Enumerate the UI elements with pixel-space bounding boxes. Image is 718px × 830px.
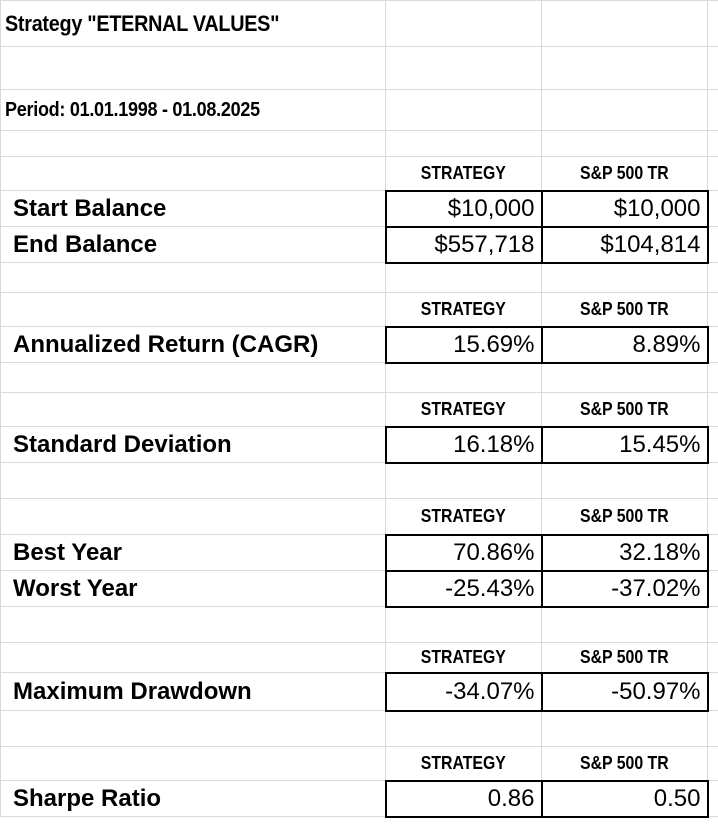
empty-cell[interactable] — [708, 607, 718, 643]
empty-cell[interactable] — [1, 263, 386, 293]
empty-cell[interactable] — [1, 393, 386, 427]
empty-cell[interactable] — [1, 711, 386, 747]
empty-cell[interactable] — [708, 571, 718, 607]
label-best-year[interactable]: Best Year — [1, 535, 386, 571]
label-max-drawdown[interactable]: Maximum Drawdown — [1, 673, 386, 711]
empty-cell[interactable] — [542, 263, 708, 293]
header-strategy[interactable]: STRATEGY — [386, 643, 542, 673]
empty-cell[interactable] — [708, 131, 718, 157]
empty-cell[interactable] — [1, 47, 386, 90]
empty-cell[interactable] — [542, 47, 708, 90]
empty-cell[interactable] — [708, 227, 718, 263]
empty-cell[interactable] — [708, 747, 718, 781]
label-worst-year[interactable]: Worst Year — [1, 571, 386, 607]
empty-cell[interactable] — [708, 293, 718, 327]
empty-cell[interactable] — [708, 711, 718, 747]
empty-cell[interactable] — [708, 463, 718, 499]
empty-cell[interactable] — [708, 191, 718, 227]
empty-cell[interactable] — [708, 673, 718, 711]
header-benchmark[interactable]: S&P 500 TR — [542, 157, 708, 191]
empty-cell[interactable] — [542, 90, 708, 131]
empty-cell[interactable] — [1, 747, 386, 781]
empty-cell[interactable] — [708, 1, 718, 47]
empty-cell[interactable] — [708, 363, 718, 393]
label-end-balance[interactable]: End Balance — [1, 227, 386, 263]
header-strategy[interactable]: STRATEGY — [386, 747, 542, 781]
value-max-drawdown-strategy[interactable]: -34.07% — [386, 673, 542, 711]
label-std-dev[interactable]: Standard Deviation — [1, 427, 386, 463]
empty-cell[interactable] — [708, 90, 718, 131]
empty-cell[interactable] — [542, 1, 708, 47]
value-max-drawdown-benchmark[interactable]: -50.97% — [542, 673, 708, 711]
empty-cell[interactable] — [1, 293, 386, 327]
empty-cell[interactable] — [1, 643, 386, 673]
value-worst-year-benchmark[interactable]: -37.02% — [542, 571, 708, 607]
value-start-balance-benchmark[interactable]: $10,000 — [542, 191, 708, 227]
empty-cell[interactable] — [1, 157, 386, 191]
header-strategy[interactable]: STRATEGY — [386, 157, 542, 191]
value-best-year-benchmark[interactable]: 32.18% — [542, 535, 708, 571]
empty-cell[interactable] — [1, 463, 386, 499]
empty-cell[interactable] — [542, 463, 708, 499]
empty-cell[interactable] — [708, 643, 718, 673]
label-start-balance[interactable]: Start Balance — [1, 191, 386, 227]
empty-cell[interactable] — [708, 427, 718, 463]
value-sharpe-strategy[interactable]: 0.86 — [386, 781, 542, 817]
empty-cell[interactable] — [386, 711, 542, 747]
title-cell[interactable] — [1, 1, 386, 47]
value-best-year-strategy[interactable]: 70.86% — [386, 535, 542, 571]
empty-cell[interactable] — [708, 327, 718, 363]
label-sharpe[interactable]: Sharpe Ratio — [1, 781, 386, 817]
value-std-dev-strategy[interactable]: 16.18% — [386, 427, 542, 463]
empty-cell[interactable] — [386, 131, 542, 157]
empty-cell[interactable] — [708, 393, 718, 427]
empty-cell[interactable] — [386, 90, 542, 131]
header-benchmark[interactable]: S&P 500 TR — [542, 293, 708, 327]
header-strategy[interactable]: STRATEGY — [386, 293, 542, 327]
empty-cell[interactable] — [386, 263, 542, 293]
empty-cell[interactable] — [708, 47, 718, 90]
header-benchmark[interactable]: S&P 500 TR — [542, 393, 708, 427]
header-strategy[interactable]: STRATEGY — [386, 499, 542, 535]
empty-cell[interactable] — [386, 363, 542, 393]
sheet-title: Strategy "ETERNAL VALUES" — [5, 10, 280, 36]
value-cagr-benchmark[interactable]: 8.89% — [542, 327, 708, 363]
value-end-balance-benchmark[interactable]: $104,814 — [542, 227, 708, 263]
empty-cell[interactable] — [708, 499, 718, 535]
empty-cell[interactable] — [1, 499, 386, 535]
empty-cell[interactable] — [1, 363, 386, 393]
period-text: Period: 01.01.1998 - 01.08.2025 — [5, 98, 260, 121]
value-cagr-strategy[interactable]: 15.69% — [386, 327, 542, 363]
empty-cell[interactable] — [708, 535, 718, 571]
value-sharpe-benchmark[interactable]: 0.50 — [542, 781, 708, 817]
empty-cell[interactable] — [542, 607, 708, 643]
empty-cell[interactable] — [386, 1, 542, 47]
empty-cell[interactable] — [542, 363, 708, 393]
value-end-balance-strategy[interactable]: $557,718 — [386, 227, 542, 263]
value-start-balance-strategy[interactable]: $10,000 — [386, 191, 542, 227]
empty-cell[interactable] — [708, 781, 718, 817]
empty-cell[interactable] — [1, 607, 386, 643]
empty-cell[interactable] — [386, 463, 542, 499]
empty-cell[interactable] — [1, 131, 386, 157]
empty-cell[interactable] — [386, 47, 542, 90]
empty-cell[interactable] — [708, 263, 718, 293]
value-std-dev-benchmark[interactable]: 15.45% — [542, 427, 708, 463]
header-benchmark[interactable]: S&P 500 TR — [542, 499, 708, 535]
empty-cell[interactable] — [542, 131, 708, 157]
period-cell[interactable] — [1, 90, 386, 131]
label-cagr[interactable]: Annualized Return (CAGR) — [1, 327, 386, 363]
value-worst-year-strategy[interactable]: -25.43% — [386, 571, 542, 607]
header-benchmark[interactable]: S&P 500 TR — [542, 643, 708, 673]
header-strategy[interactable]: STRATEGY — [386, 393, 542, 427]
empty-cell[interactable] — [386, 607, 542, 643]
empty-cell[interactable] — [708, 157, 718, 191]
header-benchmark[interactable]: S&P 500 TR — [542, 747, 708, 781]
empty-cell[interactable] — [542, 711, 708, 747]
